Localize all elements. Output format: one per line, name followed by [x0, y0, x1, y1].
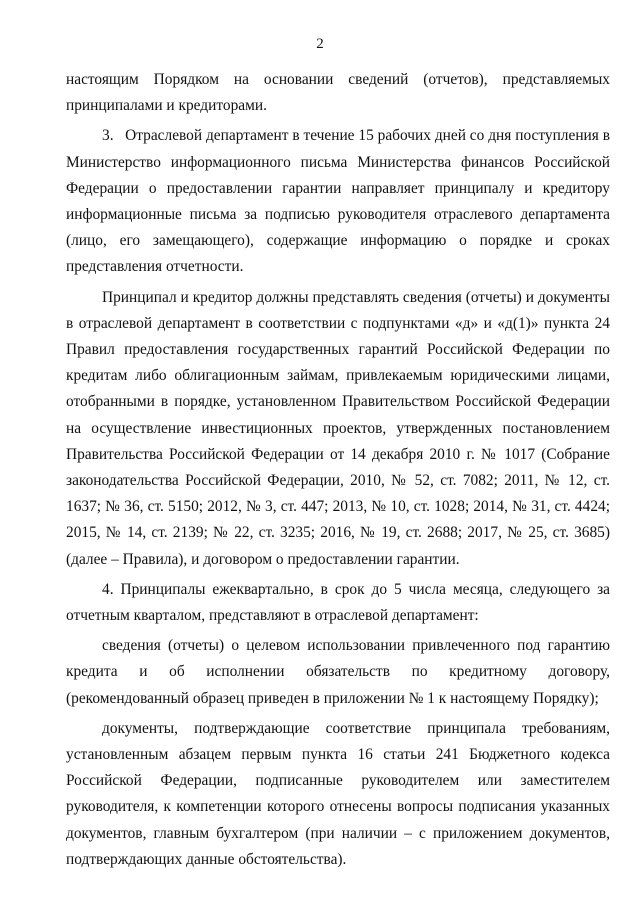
document-body: [66, 67, 610, 877]
paragraph-reports-list-item: сведения (отчеты) о целевом использовании привлеченного под гарантию кредита и об исполнении обязательств по кредитному договору, (рекомендованный образец приведен в приложении № 1 к настоящему Порядку);: [66, 637, 610, 707]
paragraph-item-4: 4. Принципалы ежеквартально, в срок до 5 числа месяца, следующего за отчетным кварталом, представляют в отраслевой департамент:: [66, 580, 610, 625]
paragraph-documents-list-item: документы, подтверждающие соответствие принципала требованиям, установленным абзацем первым пункта 16 статьи 241 Бюджетного кодекса Российской Федерации, подписанные руководителем или заместителем руководителя, к компетенции которого отнесены вопросы подписания указанных документов, главным бухгалтером (при наличии – с приложением документов, подтверждающих данные обстоятельства).: [66, 719, 610, 868]
paragraph-reporting-requirements: Принципал и кредитор должны представлять сведения (отчеты) и документы в отраслевой департамент в соответствии с подпунктами «д» и «д(1)» пункта 24 Правил предоставления государственных гарантий Российской Федерации по кредитам либо облигационным займам, привлекаемым юридическими лицами, отобранными в порядке, установленном Правительством Российской Федерации на осуществление инвестиционных проектов, утвержденных постановлением Правительства Российской Федерации от 14 декабря 2010 г. № 1017 (Собрание законодательства Российской Федерации, 2010, № 52, ст. 7082; 2011, № 12, ст. 1637; № 36, ст. 5150; 2012, № 3, ст. 447; 2013, № 10, ст. 1028; 2014, № 31, ст. 4424; 2015, № 14, ст. 2139; № 22, ст. 3235; 2016, № 19, ст. 2688; 2017, № 25, ст. 3685) (далее – Правила), и договором о предоставлении гарантии.: [66, 288, 610, 568]
page-number: 2: [316, 36, 324, 52]
paragraph-continuation: настоящим Порядком на основании сведений (отчетов), представляемых принципалами и кредиторами.: [66, 71, 610, 115]
paragraph-item-3: 3. Отраслевой департамент в течение 15 рабочих дней со дня поступления в Министерство информационного письма Министерства финансов Российской Федерации о предоставлении гарантии направляет принципалу и кредитору информационные письма за подписью руководителя отраслевого департамента (лицо, его замещающего), содержащие информацию о порядке и сроках представления отчетности.: [66, 127, 610, 276]
